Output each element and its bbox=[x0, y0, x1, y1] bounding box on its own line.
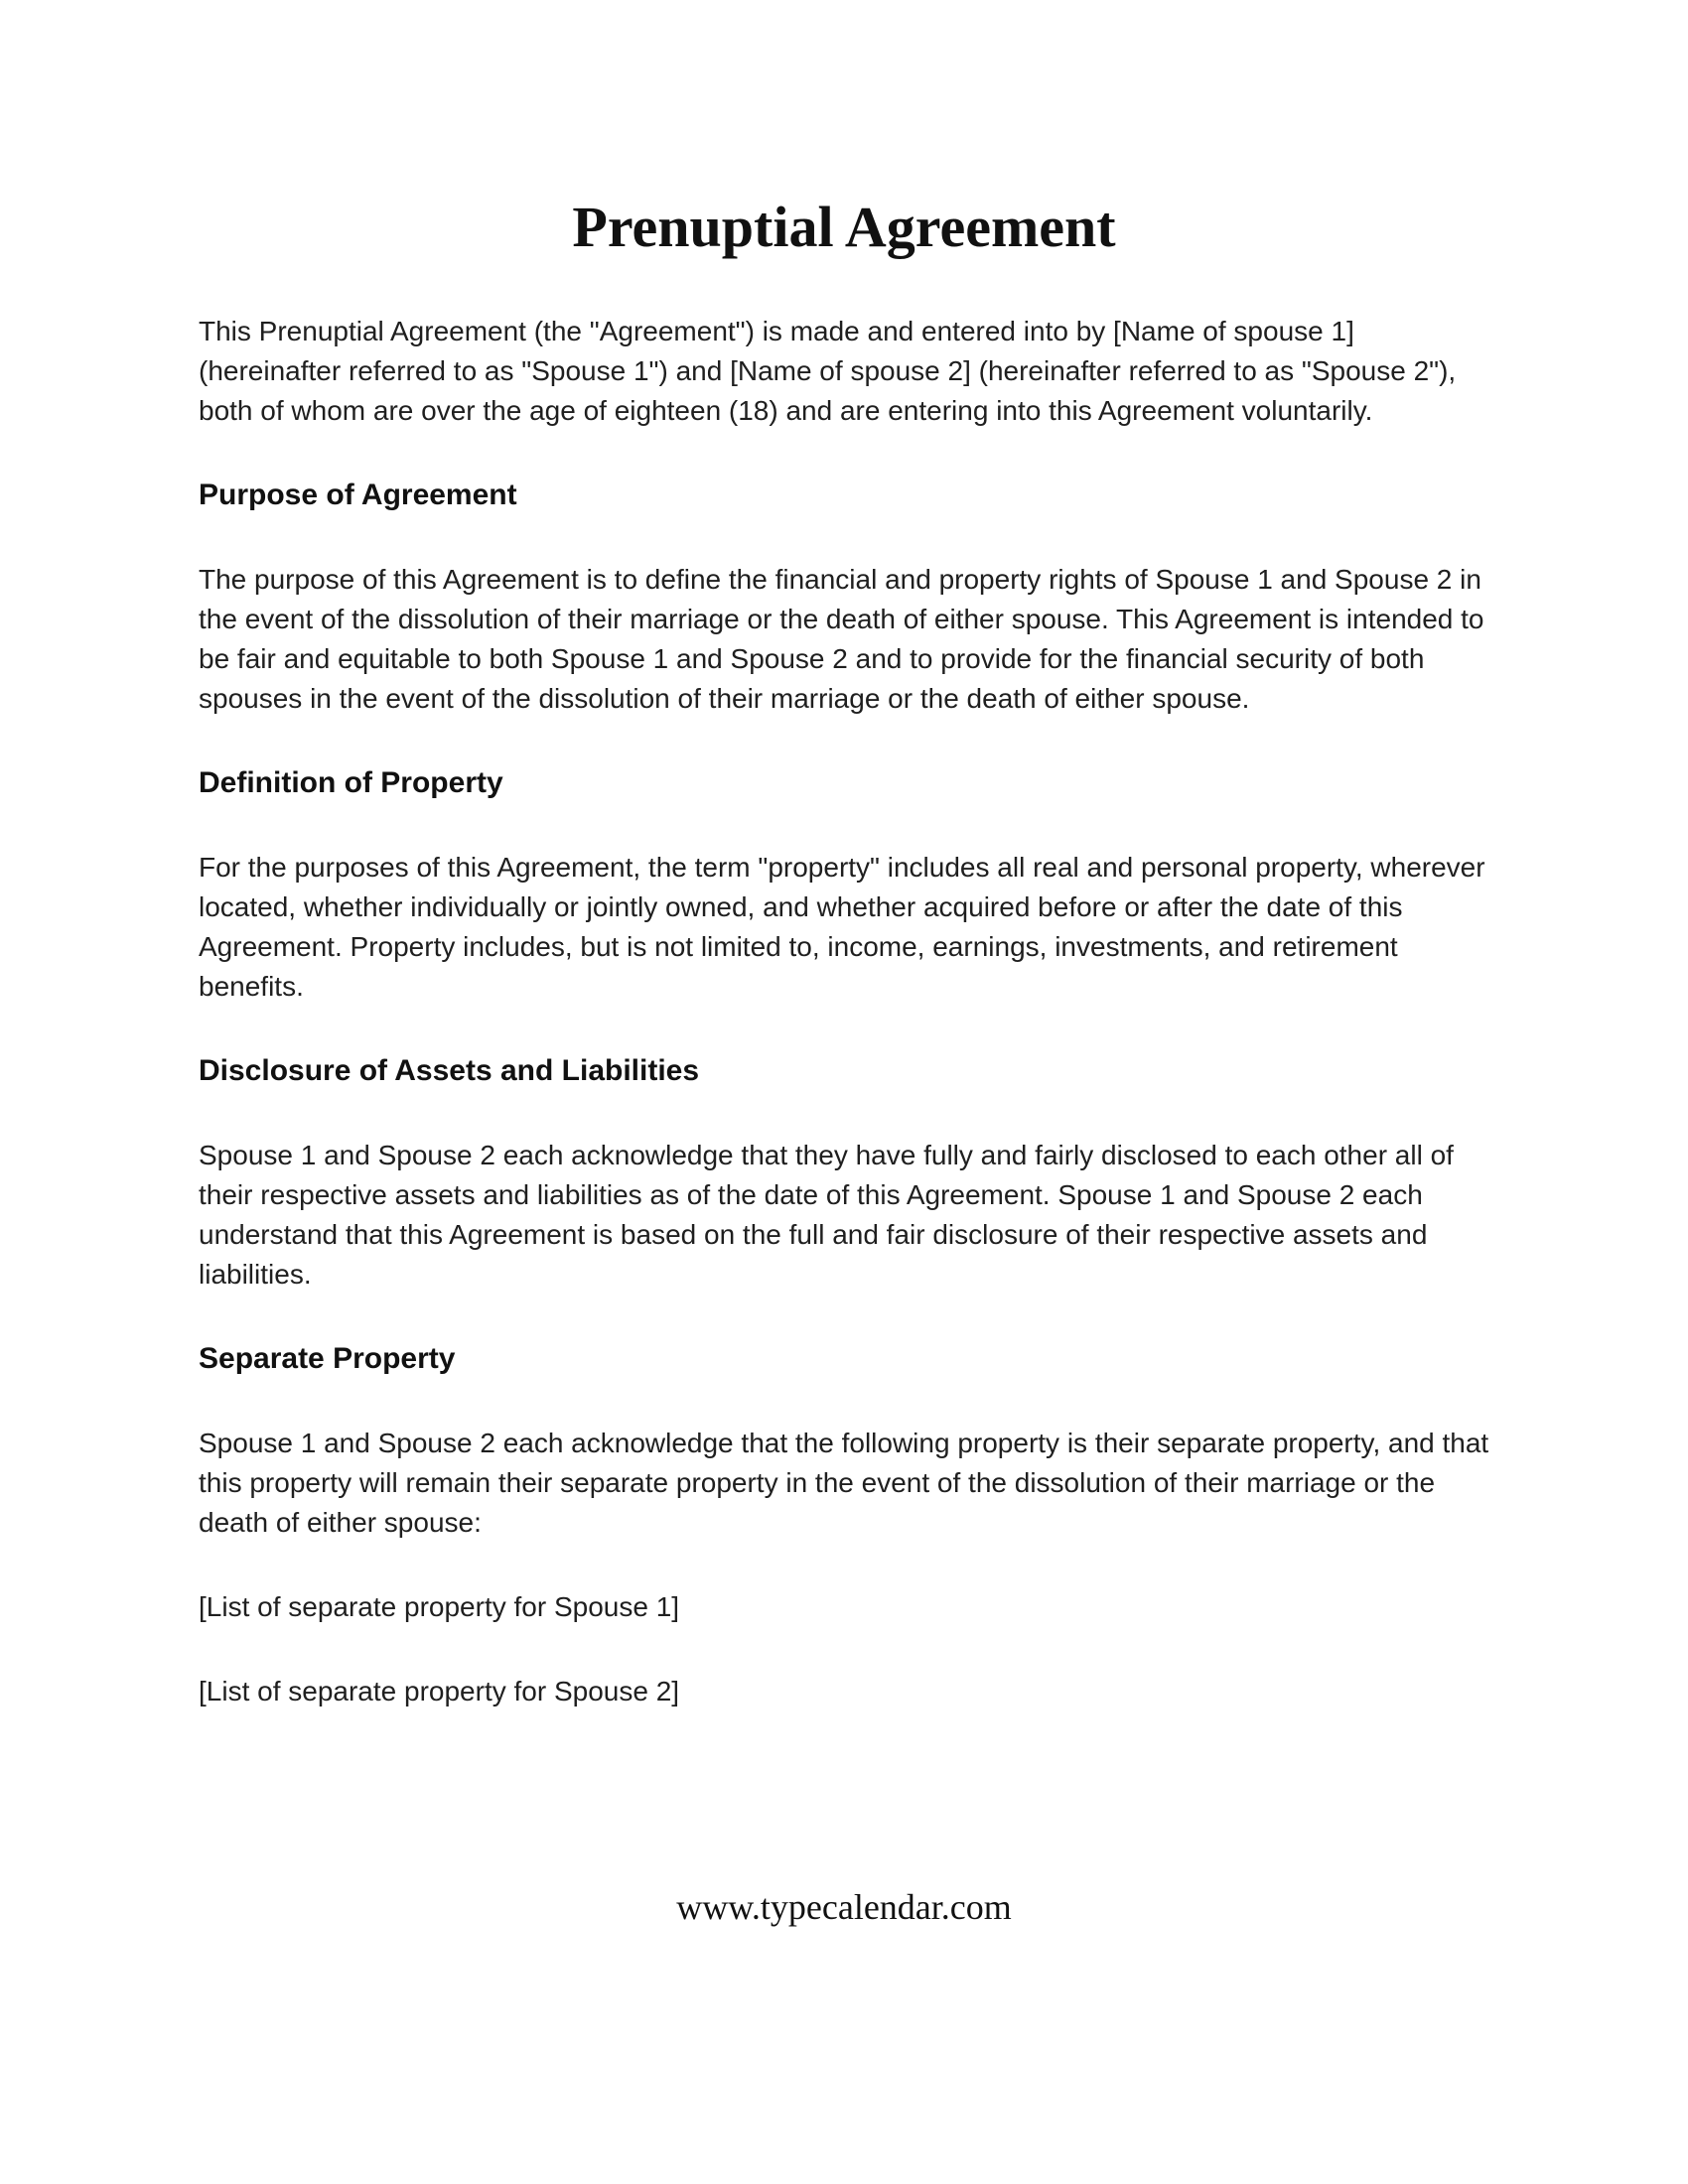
section-heading-disclosure-of-assets-and-liabilities: Disclosure of Assets and Liabilities bbox=[199, 1054, 700, 1087]
section-heading-purpose-of-agreement: Purpose of Agreement bbox=[199, 478, 517, 511]
section-body-disclosure-of-assets-and-liabilities: Spouse 1 and Spouse 2 each acknowledge that they have fully and fairly disclosed to each other all of their respective assets and liabilities as of the date of this Agreement. Spouse 1 and Spouse 2 each understand that this Agreement is based on the full and fair disclosure of their respective assets and liabilities. bbox=[199, 1140, 1454, 1290]
section-heading-separate-property: Separate Property bbox=[199, 1342, 456, 1375]
footer-url: www.typecalendar.com bbox=[676, 1887, 1012, 1927]
section-body-separate-property: Spouse 1 and Spouse 2 each acknowledge that the following property is their separate property, and that this property will remain their separate property in the event of the dissolution of their marriage or the death of either spouse: bbox=[199, 1428, 1489, 1538]
section-heading-definition-of-property: Definition of Property bbox=[199, 766, 503, 799]
placeholder-spouse2-property-list: [List of separate property for Spouse 2] bbox=[199, 1676, 680, 1706]
section-body-purpose-of-agreement: The purpose of this Agreement is to define the financial and property rights of Spouse 1 and Spouse 2 in the event of the dissolution of their marriage or the death of either spouse. This Agreement is intended to be fair and equitable to both Spouse 1 and Spouse 2 and to provide for the financial security of both spouses in the event of the dissolution of their marriage or the death of either spouse. bbox=[199, 564, 1484, 714]
page-title: Prenuptial Agreement bbox=[572, 195, 1116, 259]
intro-paragraph: This Prenuptial Agreement (the "Agreement") is made and entered into by [Name of spouse 1] (hereinafter referred to as "Spouse 1") and [Name of spouse 2] (hereinafter referred to as "Spouse 2"), both of whom are over the age of eighteen (18) and are entering into this Agreement voluntarily. bbox=[199, 316, 1457, 426]
section-body-definition-of-property: For the purposes of this Agreement, the term "property" includes all real and personal property, wherever located, whether individually or jointly owned, and whether acquired before or after the date of this Agreement. Property includes, but is not limited to, income, earnings, investments, and retirement benefits. bbox=[199, 852, 1485, 1002]
placeholder-spouse1-property-list: [List of separate property for Spouse 1] bbox=[199, 1591, 680, 1622]
